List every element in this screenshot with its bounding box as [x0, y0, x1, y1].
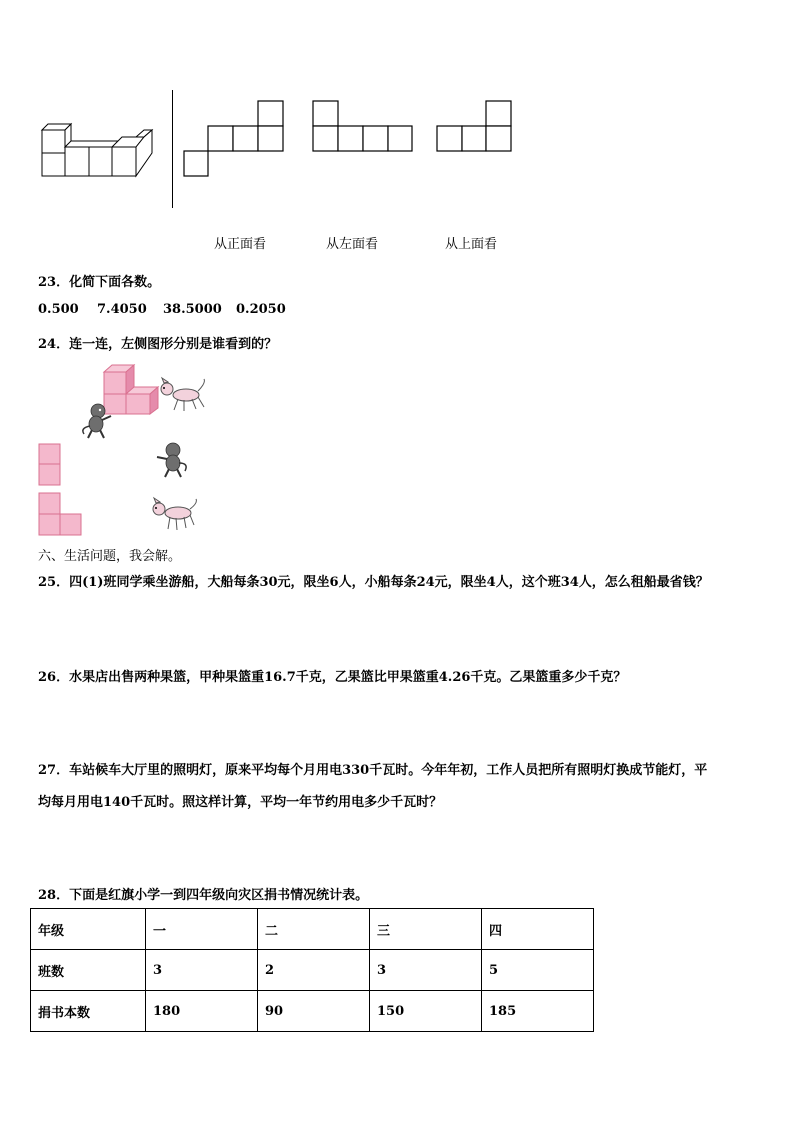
monkey-icon	[151, 441, 191, 479]
monkey-icon	[80, 402, 114, 440]
table-cell: 三	[370, 909, 482, 950]
table-cell: 185	[482, 991, 594, 1032]
pink-view-shape-1	[38, 443, 62, 487]
table-row	[31, 950, 594, 991]
q28-prompt: 28．下面是红旗小学一到四年级向灾区捐书情况统计表。	[38, 888, 369, 903]
q26-prompt: 26．水果店出售两种果篮，甲种果篮重16.7千克，乙果篮比甲果篮重4.26千克。乙果篮重多少千克？	[38, 670, 627, 685]
q23-prompt: 23．化简下面各数。	[38, 275, 161, 290]
table-cell: 150	[370, 991, 482, 1032]
table-row	[31, 991, 594, 1032]
q27-prompt-line2: 均每月用电140千瓦时。照这样计算，平均一年节约用电多少千瓦时？	[38, 795, 443, 810]
top-view-figure	[436, 100, 514, 153]
cube-solid-figure	[40, 122, 160, 182]
table-cell: 180	[146, 991, 258, 1032]
table-cell: 一	[146, 909, 258, 950]
dog-icon	[150, 497, 202, 533]
q23-number: 0.500	[38, 302, 79, 317]
view-label-top: 从上面看	[445, 237, 498, 252]
dog-icon	[158, 377, 208, 413]
section-heading: 六、生活问题，我会解。	[38, 549, 182, 564]
front-view-figure	[183, 100, 285, 178]
table-cell: 5	[482, 950, 594, 991]
table-cell: 3	[146, 950, 258, 991]
view-label-front: 从正面看	[214, 237, 267, 252]
table-row	[31, 909, 594, 950]
table-cell: 2	[258, 950, 370, 991]
view-label-left: 从左面看	[326, 237, 379, 252]
q25-prompt: 25．四(1)班同学乘坐游船，大船每条30元，限坐6人，小船每条24元，限坐4人，这个班34人，怎么租船最省钱？	[38, 575, 709, 590]
left-view-figure	[312, 100, 414, 153]
q27-prompt-line1: 27．车站候车大厅里的照明灯，原来平均每个月用电330千瓦时。今年年初，工作人员把所有照明灯换成节能灯，平	[38, 763, 708, 778]
table-cell: 90	[258, 991, 370, 1032]
q23-number: 38.5000	[163, 302, 222, 317]
donation-table	[30, 908, 594, 1032]
table-cell: 二	[258, 909, 370, 950]
table-cell: 年级	[31, 909, 146, 950]
table-cell: 班数	[31, 950, 146, 991]
pink-view-shape-2	[38, 492, 84, 538]
divider-line	[172, 90, 173, 208]
q23-number: 7.4050	[97, 302, 147, 317]
table-cell: 3	[370, 950, 482, 991]
q23-number: 0.2050	[236, 302, 286, 317]
q24-prompt: 24．连一连，左侧图形分别是谁看到的？	[38, 337, 278, 352]
table-cell: 捐书本数	[31, 991, 146, 1032]
table-cell: 四	[482, 909, 594, 950]
